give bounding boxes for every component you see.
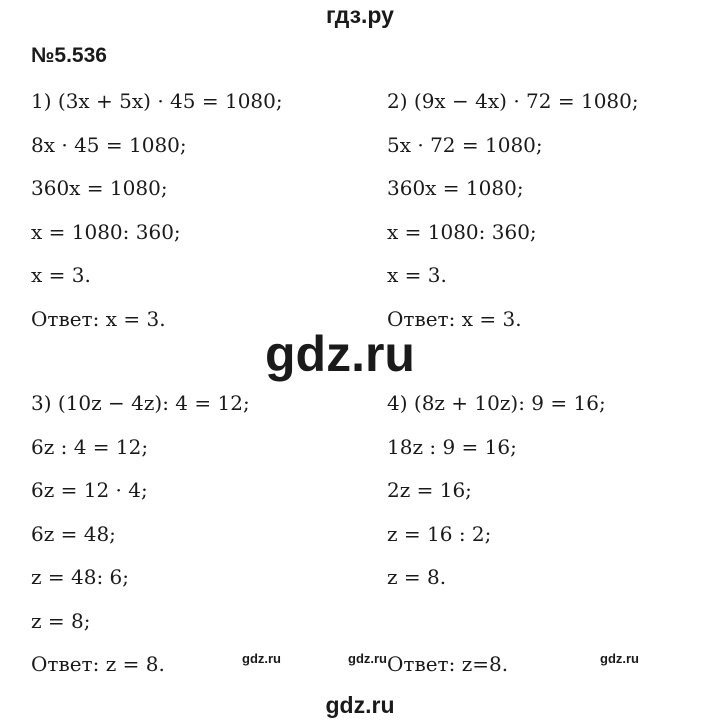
watermark-bottom: gdz.ru (325, 692, 395, 718)
solution-line: z = 8. (387, 565, 447, 589)
solution-line: z = 8; (31, 608, 91, 633)
watermark-top: гдз.ру (326, 2, 394, 28)
solution-line: 2) (9x − 4x) · 72 = 1080; (387, 89, 639, 113)
watermark-small-2: gdz.ru (348, 651, 387, 666)
solution-line: 6z = 12 · 4; (31, 478, 148, 502)
solution-line: 18z : 9 = 16; (387, 434, 517, 459)
solution-line (387, 609, 606, 653)
solution-line: x = 1080: 360; (387, 219, 537, 244)
watermark-small-1: gdz.ru (242, 651, 281, 666)
solution-line: x = 1080: 360; (31, 219, 181, 244)
solution-line: 5x · 72 = 1080; (387, 132, 543, 157)
solution-line: x = 3. (387, 263, 447, 287)
solution-line: 360x = 1080; (387, 176, 524, 200)
solution-line: 1) (3x + 5x) · 45 = 1080; (31, 89, 283, 113)
solution-2 (387, 89, 639, 350)
solution-answer: Ответ: x = 3. (387, 306, 522, 331)
solution-answer: Ответ: z=8. (387, 652, 509, 676)
solution-line: 6z : 4 = 12; (31, 434, 149, 459)
solution-answer: Ответ: x = 3. (31, 306, 166, 331)
solution-line: z = 48: 6; (31, 565, 130, 589)
solution-line: x = 3. (31, 263, 91, 287)
solution-line: 8x · 45 = 1080; (31, 132, 187, 157)
solution-1 (31, 89, 283, 350)
solution-3 (31, 391, 250, 696)
solution-line: 2z = 16; (387, 478, 472, 502)
solution-line: 3) (10z − 4z): 4 = 12; (31, 391, 250, 415)
solution-answer: Ответ: z = 8. (31, 652, 165, 676)
problem-number: №5.536 (31, 44, 107, 67)
solution-line: 6z = 48; (31, 521, 116, 546)
watermark-center: gdz.ru (265, 326, 415, 382)
solution-line: 360x = 1080; (31, 176, 168, 200)
solution-4 (387, 391, 606, 696)
watermark-small-3: gdz.ru (600, 651, 639, 666)
solution-line: z = 16 : 2; (387, 521, 492, 546)
solution-line: 4) (8z + 10z): 9 = 16; (387, 391, 606, 415)
